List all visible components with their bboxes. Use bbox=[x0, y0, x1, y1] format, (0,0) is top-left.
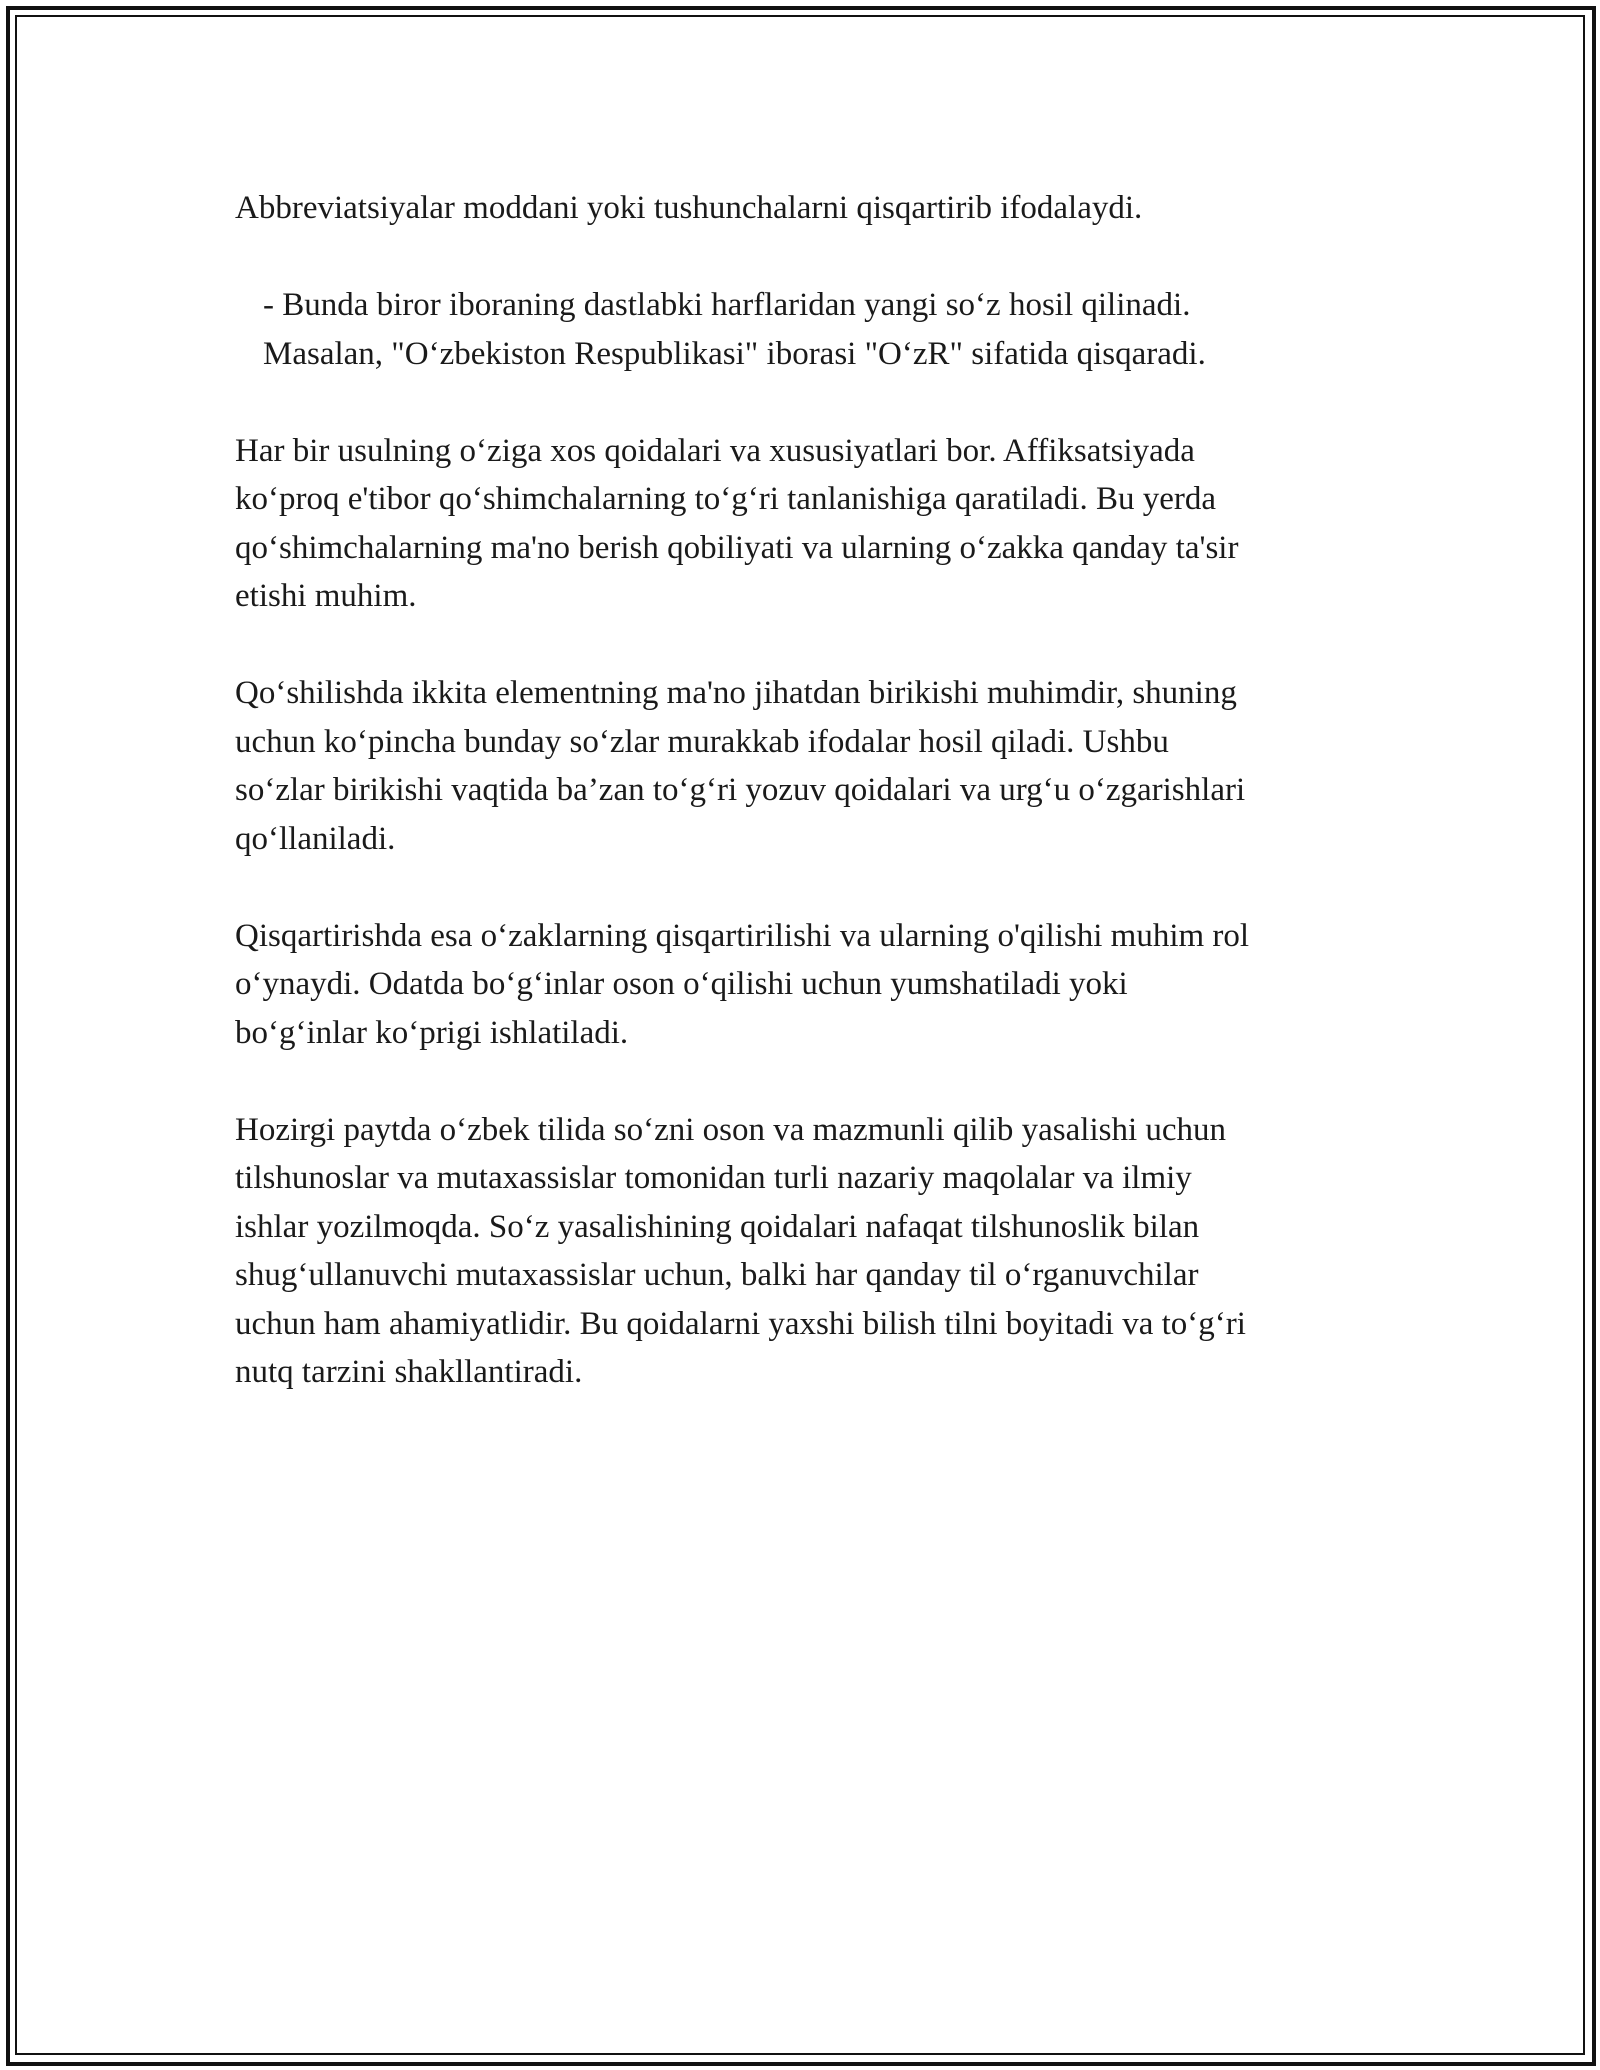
paragraph-shortening: Qisqartirishda esa o‘zaklarning qisqartirilishi va ularning o'qilishi muhim rol o‘ynaydi. Odatda bo‘g‘inlar oson o‘qilishi uchun yumshatiladi yoki bo‘g‘inlar ko‘prigi ishlatiladi. bbox=[235, 917, 1250, 1051]
paragraph-abbreviation-example: - Bunda biror iboraning dastlabki harflaridan yangi so‘z hosil qilinadi. Masalan, "O‘zbekiston Respublikasi" iborasi "O‘zR" sifatida qisqaradi. bbox=[263, 287, 1206, 372]
paragraph-affixation: Har bir usulning o‘ziga xos qoidalari va xususiyatlari bor. Affiksatsiyada ko‘proq e'tibor qo‘shimchalarning to‘g‘ri tanlanishiga qaratiladi. Bu yerda qo‘shimchalarning ma'no berish qobiliyati va ularning o‘zakka qanday ta'sir etishi muhim. bbox=[235, 432, 1239, 614]
paragraph-abbreviations: Abbreviatsiyalar moddani yoki tushunchalarni qisqartirib ifodalaydi. bbox=[235, 190, 1143, 226]
paragraph-conclusion: Hozirgi paytda o‘zbek tilida so‘zni oson va mazmunli qilib yasalishi uchun tilshunoslar va mutaxassislar tomonidan turli nazariy maqolalar va ilmiy ishlar yozilmoqda. So‘z yasalishining qoidalari nafaqat tilshunoslik bilan shug‘ullanuvchi mutaxassislar uchun, balki har qanday til o‘rganuvchilar uchun ham ahamiyatlidir. Bu qoidalarni yaxshi bilish tilni boyitadi va to‘g‘ri nutq tarzini shakllantiradi. bbox=[235, 1111, 1246, 1390]
document-body bbox=[235, 184, 1385, 1445]
paragraph-compounding: Qo‘shilishda ikkita elementning ma'no jihatdan birikishi muhimdir, shuning uchun ko‘pincha bunday so‘zlar murakkab ifodalar hosil qiladi. Ushbu so‘zlar birikishi vaqtida ba’zan to‘g‘ri yozuv qoidalari va urg‘u o‘zgarishlari qo‘llaniladi. bbox=[235, 675, 1246, 857]
